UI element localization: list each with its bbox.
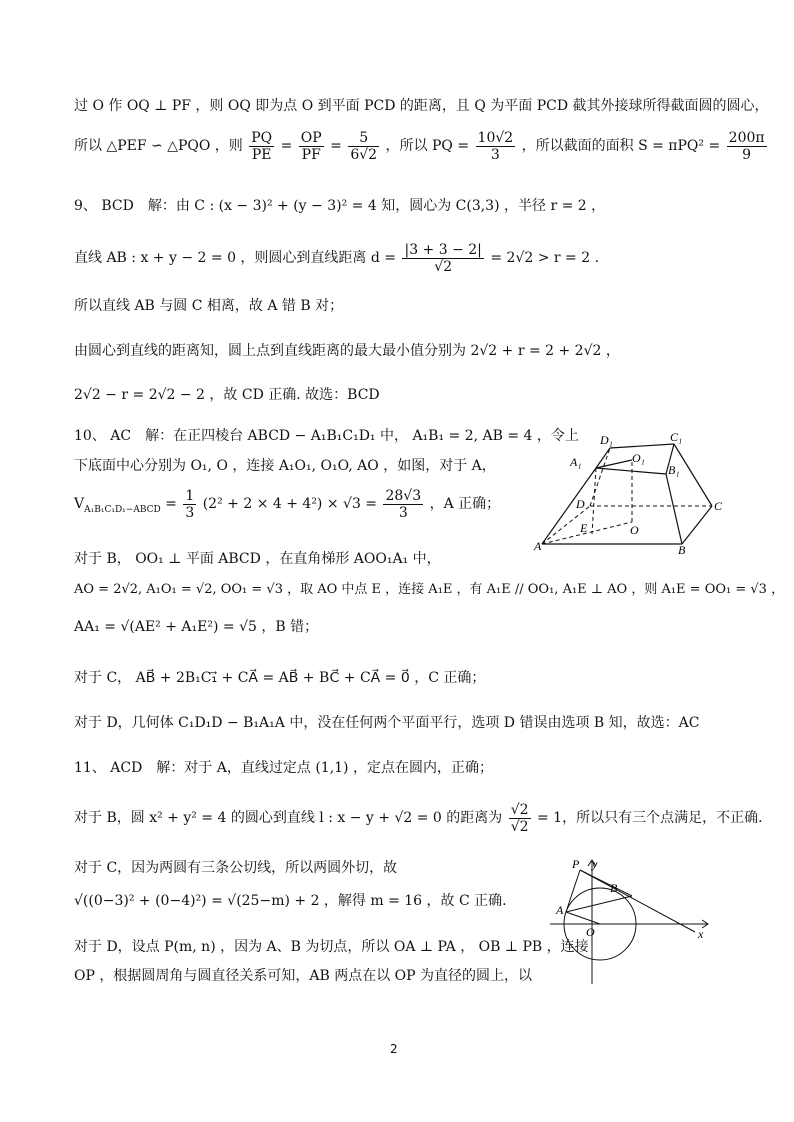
fraction-num: 5 bbox=[348, 130, 379, 147]
text-line-19: √((0−3)² + (0−4)²) = √(25−m) + 2 ，解得 m = 16 ，故 C 正确. bbox=[74, 893, 507, 909]
label-y: y bbox=[592, 857, 598, 871]
fraction-num: 28√3 bbox=[385, 487, 422, 504]
text-line-17 bbox=[74, 800, 763, 836]
volume-symbol: V bbox=[74, 496, 85, 512]
tangent-PA bbox=[566, 870, 580, 912]
label-D1: D₁ bbox=[600, 433, 613, 447]
chord-AB bbox=[566, 896, 632, 912]
fraction-den: √2 bbox=[510, 818, 529, 835]
edge-D1C1 bbox=[610, 444, 674, 448]
text-segment: ，所以截面的面积 S = πPQ² = bbox=[521, 138, 721, 154]
fraction-five bbox=[348, 130, 379, 163]
segment-A1E bbox=[592, 468, 596, 534]
equals: = bbox=[165, 496, 177, 512]
page-number: 2 bbox=[390, 1042, 398, 1056]
label-B: B bbox=[678, 543, 686, 556]
circle-tangent-figure bbox=[530, 856, 710, 986]
fraction-den: 9 bbox=[742, 146, 752, 163]
edge-BC bbox=[682, 506, 712, 544]
text-line-15: 对于 D，几何体 C₁D₁D − B₁A₁A 中，没在任何两个平面平行，选项 D 错误由选项 B 知，故选：AC bbox=[74, 715, 700, 731]
fraction-op-pf bbox=[299, 130, 324, 163]
label-A: A bbox=[534, 539, 542, 553]
text-line-13: AA₁ = √(AE² + A₁E²) = √5 ，B 错； bbox=[74, 619, 319, 635]
fraction-one-third bbox=[183, 488, 196, 521]
text-line-11: 对于 B， OO₁ ⊥ 平面 ABCD ，在直角梯形 AOO₁A₁ 中， bbox=[74, 551, 441, 567]
volume-subscript: A₁B₁C₁D₁−ABCD bbox=[84, 504, 161, 515]
text-line-2 bbox=[74, 128, 769, 164]
text-line-8: 10、 AC 解：在正四棱台 ABCD − A₁B₁C₁D₁ 中， A₁B₁ = 2, AB = 4 ，令上 bbox=[74, 428, 579, 444]
edge-AA1 bbox=[542, 468, 596, 544]
fraction-num: 200π bbox=[728, 129, 765, 146]
text-line-1: 过 O 作 OQ ⊥ PF ，则 OQ 即为点 O 到平面 PCD 的距离，且 Q 为平面 PCD 截其外接球所得截面圆的圆心， bbox=[74, 98, 769, 114]
text-line-21: OP ，根据圆周角与圆直径关系可知，AB 两点在以 OP 为直径的圆上，以 bbox=[74, 968, 532, 984]
label-B1: B₁ bbox=[668, 463, 680, 477]
fraction-num: √2 bbox=[510, 801, 529, 818]
text-segment: ，A 正确； bbox=[429, 496, 501, 512]
fraction-num: PQ bbox=[251, 129, 273, 146]
label-A1: A₁ bbox=[570, 455, 582, 469]
fraction-den: 3 bbox=[490, 146, 500, 163]
text-segment: (2² + 2 × 4 + 4²) × √3 = bbox=[202, 496, 378, 512]
fraction-pq-pe bbox=[249, 130, 274, 163]
fraction-num: |3 + 3 − 2| bbox=[404, 241, 482, 258]
fraction-den: PE bbox=[251, 146, 272, 163]
equals: = bbox=[280, 138, 293, 154]
fraction-pq-value bbox=[476, 130, 516, 163]
text-line-10 bbox=[74, 486, 500, 528]
text-segment: 直线 AB : x + y − 2 = 0 ，则圆心到直线距离 d = bbox=[74, 250, 397, 266]
text-segment: = 1，所以只有三个点满足，不正确. bbox=[537, 810, 763, 826]
edge-CC1 bbox=[674, 444, 712, 506]
fraction-area bbox=[727, 130, 767, 163]
text-line-5: 所以直线 AB 与圆 C 相离，故 A 错 B 对； bbox=[74, 298, 344, 314]
fraction-num: 1 bbox=[185, 487, 195, 504]
tangent-PB bbox=[580, 870, 632, 896]
label-A: A bbox=[556, 903, 564, 917]
label-O: O bbox=[586, 925, 595, 939]
text-line-16: 11、 ACD 解：对于 A，直线过定点 (1,1) ，定点在圆内，正确； bbox=[74, 760, 493, 776]
label-D: D bbox=[576, 497, 585, 511]
pq-equals: PQ = bbox=[432, 138, 470, 154]
text-line-12: AO = 2√2, A₁O₁ = √2, OO₁ = √3 ，取 AO 中点 E ，连接 A₁E ，有 A₁E // OO₁, A₁E ⊥ AO ，则 A₁E = OO₁ = √3 ， bbox=[74, 582, 785, 597]
frustum-figure bbox=[520, 426, 730, 556]
label-x: x bbox=[698, 927, 704, 941]
fraction-root2 bbox=[509, 802, 531, 835]
fraction-num: 10√2 bbox=[477, 129, 514, 146]
label-E: E bbox=[580, 521, 588, 535]
label-B: B bbox=[610, 881, 618, 895]
fraction-den: √2 bbox=[434, 258, 453, 275]
edge-DD1 bbox=[590, 448, 610, 506]
text-line-9: 下底面中心分别为 O₁, O ，连接 A₁O₁, O₁O, AO ，如图，对于 A， bbox=[74, 458, 496, 474]
fraction-distance bbox=[402, 242, 483, 275]
label-C: C bbox=[714, 499, 723, 513]
fraction-den: 6√2 bbox=[350, 146, 378, 163]
label-P: P bbox=[572, 857, 580, 871]
text-line-4 bbox=[74, 240, 599, 276]
text-line-18: 对于 C，因为两圆有三条公切线，所以两圆外切，故 bbox=[74, 860, 398, 876]
fraction-den: 3 bbox=[398, 504, 408, 521]
text-segment: ，所以 bbox=[385, 138, 428, 154]
label-O1: O₁ bbox=[632, 451, 645, 465]
text-line-20: 对于 D，设点 P(m, n) ，因为 A、B 为切点，所以 OA ⊥ PA ， OB ⊥ PB ，连接 bbox=[74, 939, 589, 955]
label-O: O bbox=[630, 523, 639, 537]
fraction-den: 3 bbox=[185, 504, 195, 521]
text-line-6: 由圆心到直线的距离知，圆上点到直线距离的最大最小值分别为 2√2 + r = 2 + 2√2 ， bbox=[74, 343, 620, 359]
text-line-14: 对于 C， AB⃗ + 2B₁C₁⃗ + CA⃗ = AB⃗ + BC⃗ + CA⃗ = 0⃗ ，C 正确； bbox=[74, 670, 486, 686]
edge-BB1 bbox=[666, 474, 682, 544]
fraction-den: PF bbox=[301, 146, 321, 163]
text-segment: = 2√2 > r = 2 . bbox=[490, 250, 600, 266]
fraction-num: OP bbox=[300, 129, 322, 146]
edge-A1B1 bbox=[596, 468, 666, 474]
equals: = bbox=[330, 138, 342, 154]
text-line-3: 9、 BCD 解：由 C : (x − 3)² + (y − 3)² = 4 知，圆心为 C(3,3) ，半径 r = 2 ， bbox=[74, 198, 606, 214]
text-segment: 所以 △PEF ∽ △PQO ，则 bbox=[74, 138, 243, 154]
radius-OA bbox=[566, 912, 600, 924]
label-C1: C₁ bbox=[670, 430, 683, 444]
fraction-volume bbox=[383, 488, 423, 521]
text-segment: 对于 B，圆 x² + y² = 4 的圆心到直线 l : x − y + √2 = 0 的距离为 bbox=[74, 810, 503, 826]
text-line-7: 2√2 − r = 2√2 − 2 ，故 CD 正确. 故选：BCD bbox=[74, 387, 380, 403]
